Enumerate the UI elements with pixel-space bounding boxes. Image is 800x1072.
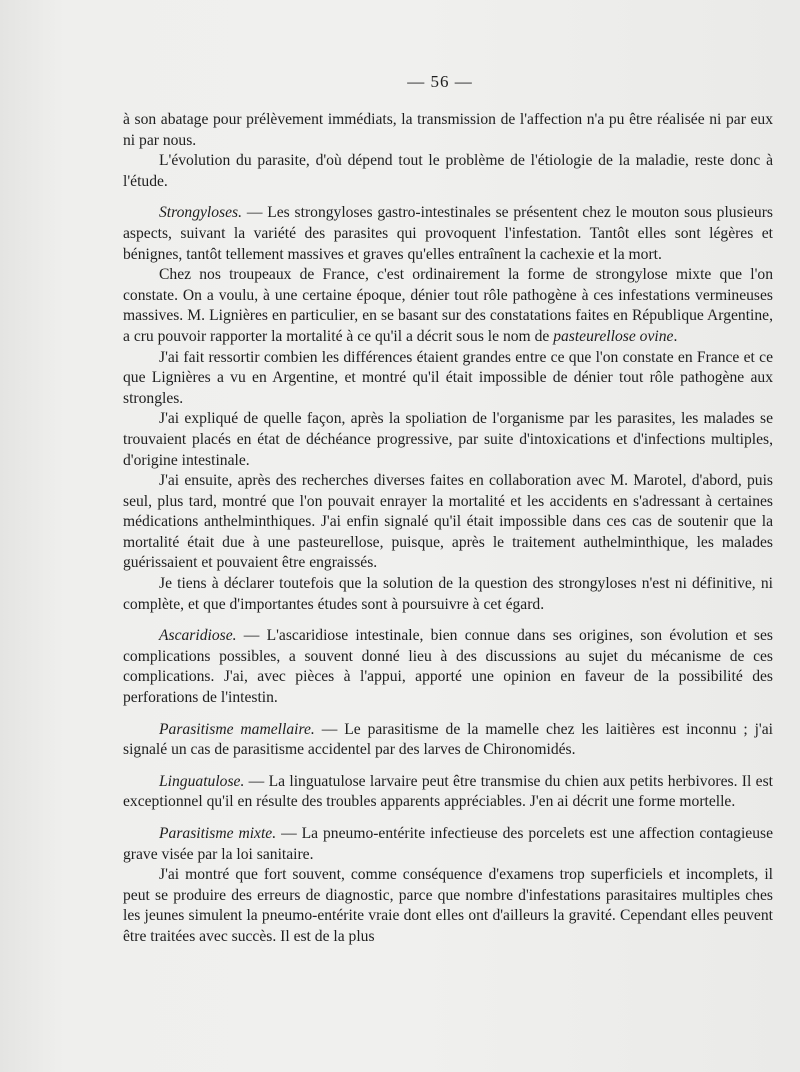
paragraph-text-end: . <box>673 327 678 345</box>
paragraph: à son abatage pour prélèvement immédiats, la transmission de l'affection n'a pu être réalisée ni par eux ni par nous. <box>123 111 773 149</box>
section-text: — La linguatulose larvaire peut être transmise du chien aux petits herbivores. Il est exceptionnel qu'il en résulte des troubles apparents appréciables. J'en ai décrit une forme mortelle. <box>123 772 773 811</box>
paragraph-text: Chez nos troupeaux de France, c'est ordinairement la forme de strongylose mixte que l'on constate. On a voulu, à une certaine époque, dénier tout rôle pathogène à ces infestations vermineuses massives. M. Lignières en particulier, en se basant sur des constatations faites en République Argentine, a cru pouvoir rapporter la mortalité à ce qu'il a décrit sous le nom de <box>123 266 773 345</box>
section-text: — L'ascaridiose intestinale, bien connue dans ses origines, son évolution et ses complications possibles, a souvent donné lieu à des discussions au sujet du mécanisme de ces complications. J'ai, avec pièces à l'appui, apporté une opinion en faveur de la possibilité des perforations de l'intestin. <box>123 627 773 707</box>
body-text <box>123 110 773 948</box>
paragraph-parasitisme-mixte <box>123 824 773 865</box>
paragraph: J'ai ensuite, après des recherches diverses faites en collaboration avec M. Marotel, d'abord, puis seul, plus tard, montré que l'on pouvait enrayer la mortalité et les accidents en s'adressant à certaines médications anthelminthiques. J'ai enfin signalé qu'il était impossible dans ces cas de soutenir que la mortalité était due à une pasteurellose, puisque, après le traitement authelminthique, les malades guérissaient et pouvaient être engraissés. <box>123 472 773 572</box>
paragraph-parasitisme-mamellaire <box>123 720 773 761</box>
paragraph: J'ai montré que fort souvent, comme conséquence d'examens trop superficiels et incomplets, il peut se produire des erreurs de diagnostic, parce que nombre d'infestations parasitaires multiples ches les jeunes simulent la pneumo-entérite vraie dont elles ont d'ailleurs la gravité. Cependant elles peuvent être traitées avec succès. Il est de la plus <box>123 866 773 945</box>
paragraph: Je tiens à déclarer toutefois que la solution de la question des strongyloses n'est ni définitive, ni complète, et que d'importantes études sont à poursuivre à cet égard. <box>123 575 773 613</box>
page-number: — 56 — <box>407 72 473 91</box>
paragraph-strongyloses <box>123 203 773 265</box>
paragraph: J'ai fait ressortir combien les différences étaient grandes entre ce que l'on constate en France et ce que Lignières a vu en Argentine, et montré qu'il était impossible de dénier tout rôle pathogène aux strongles. <box>123 348 773 407</box>
paragraph: J'ai expliqué de quelle façon, après la spoliation de l'organisme par les parasites, les malades se trouvaient placés en état de déchéance progressive, par suite d'intoxications et d'infections multiples, d'origine intestinale. <box>123 410 773 469</box>
section-text: — Les strongyloses gastro-intestinales se présentent chez le mouton sous plusieurs aspects, suivant la variété des parasites qui provoquent l'infestation. Tantôt elles sont légères et bénignes, tantôt tellement massives et graves qu'elles entraînent la cachexie et la mort. <box>123 204 773 263</box>
section-title: Strongyloses. <box>159 204 243 222</box>
paragraph-ascaridiose <box>123 626 773 708</box>
paragraph-linguatulose <box>123 772 773 813</box>
section-title: Ascaridiose. <box>159 627 237 645</box>
section-text: — Le parasitisme de la mamelle chez les laitières est inconnu ; j'ai signalé un cas de parasitisme accidentel par des larves de Chironomidés. <box>123 720 773 759</box>
section-title: Parasitisme mixte. <box>159 825 277 842</box>
section-title: Linguatulose. <box>159 772 245 790</box>
section-title: Parasitisme mamellaire. <box>159 720 315 738</box>
paragraph: L'évolution du parasite, d'où dépend tout le problème de l'étiologie de la maladie, reste donc à l'étude. <box>123 152 773 190</box>
section-text: — La pneumo-entérite infectieuse des porcelets est une affection contagieuse grave visée par la loi sanitaire. <box>123 825 773 863</box>
paragraph <box>123 265 773 347</box>
italic-term: pasteurellose ovine <box>553 327 674 345</box>
